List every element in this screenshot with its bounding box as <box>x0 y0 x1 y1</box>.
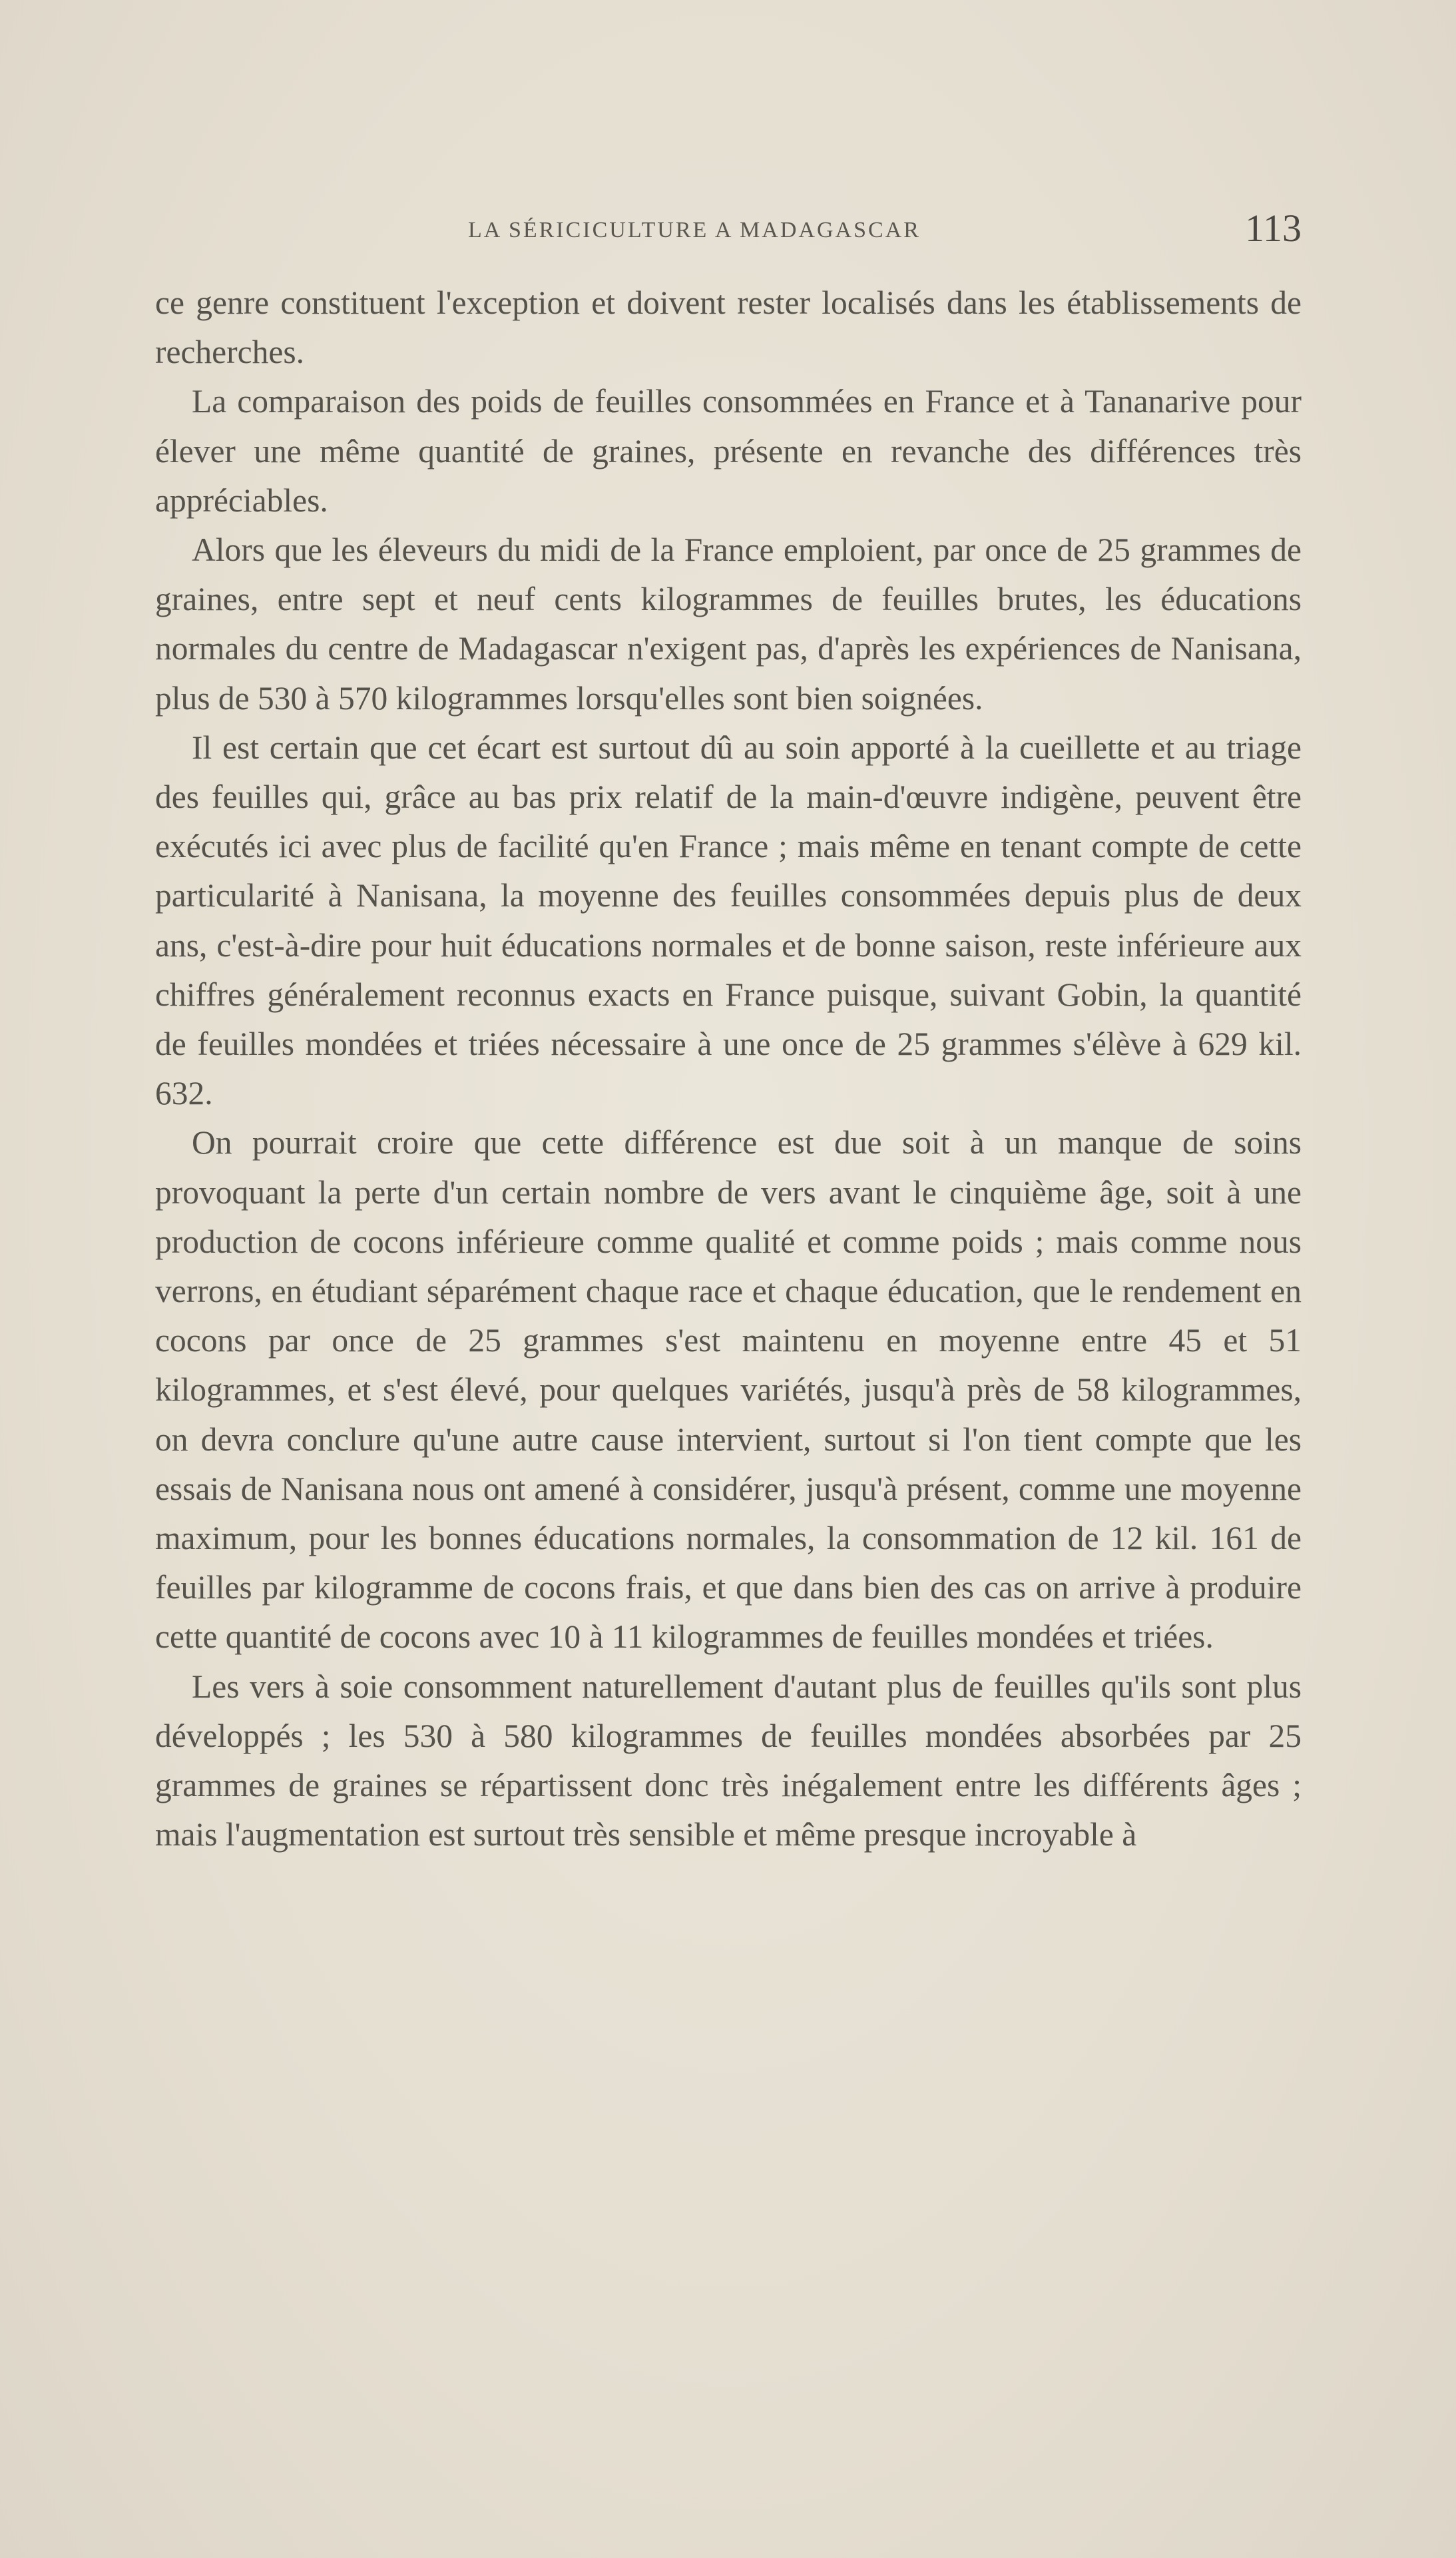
paragraph: Alors que les éleveurs du midi de la France emploient, par once de 25 grammes de graines, entre sept et neuf cents kilogrammes de feuilles brutes, les éducations normales du centre de Madagascar n'exigent pas, d'après les expériences de Nanisana, plus de 530 à 570 kilogrammes lorsqu'elles sont bien soignées. <box>155 531 1302 717</box>
running-head: LA SÉRICICULTURE A MADAGASCAR <box>468 218 921 242</box>
paragraph: On pourrait croire que cette différence est due soit à un manque de soins provoquant la perte d'un certain nombre de vers avant le cinquième âge, soit à une production de cocons inférieure comme qualité et comme poids ; mais comme nous verrons, en étudiant séparément chaque race et chaque éducation, que le rendement en cocons par once de 25 grammes s'est maintenu en moyenne entre 45 et 51 kilogrammes, et s'est élevé, pour quelques variétés, jusqu'à près de 58 kilogrammes, on devra conclure qu'une autre cause intervient, surtout si l'on tient compte que les essais de Nanisana nous ont amené à considérer, jusqu'à présent, comme une moyenne maximum, pour les bonnes éducations normales, la consommation de 12 kil. 161 de feuilles par kilogramme de cocons frais, et que dans bien des cas on arrive à produire cette quantité de cocons avec 10 à 11 kilogrammes de feuilles mondées et triées. <box>155 1124 1302 1656</box>
paragraph: La comparaison des poids de feuilles consommées en France et à Tananarive pour élever une même quantité de graines, présente en revanche des différences très appréciables. <box>155 383 1302 519</box>
paragraph: Les vers à soie consomment naturellement d'autant plus de feuilles qu'ils sont plus développés ; les 530 à 580 kilogrammes de feuilles mondées absorbées par 25 grammes de graines se répartissent donc très inégalement entre les différents âges ; mais l'augmentation est surtout très sensible et même presque incroyable à <box>155 1668 1302 1853</box>
page-number: 113 <box>1245 206 1302 250</box>
paragraph-continuation: ce genre constituent l'exception et doivent rester localisés dans les établissements de recherches. <box>155 284 1302 371</box>
body-text <box>155 278 1302 1860</box>
paragraph: Il est certain que cet écart est surtout dû au soin apporté à la cueillette et au triage des feuilles qui, grâce au bas prix relatif de la main-d'œuvre indigène, peuvent être exécutés ici avec plus de facilité qu'en France ; mais même en tenant compte de cette particularité à Nanisana, la moyenne des feuilles consommées depuis plus de deux ans, c'est-à-dire pour huit éducations normales et de bonne saison, reste inférieure aux chiffres généralement reconnus exacts en France puisque, suivant Gobin, la quantité de feuilles mondées et triées nécessaire à une once de 25 grammes s'élève à 629 kil. 632. <box>155 729 1302 1112</box>
page-header <box>155 203 1302 256</box>
